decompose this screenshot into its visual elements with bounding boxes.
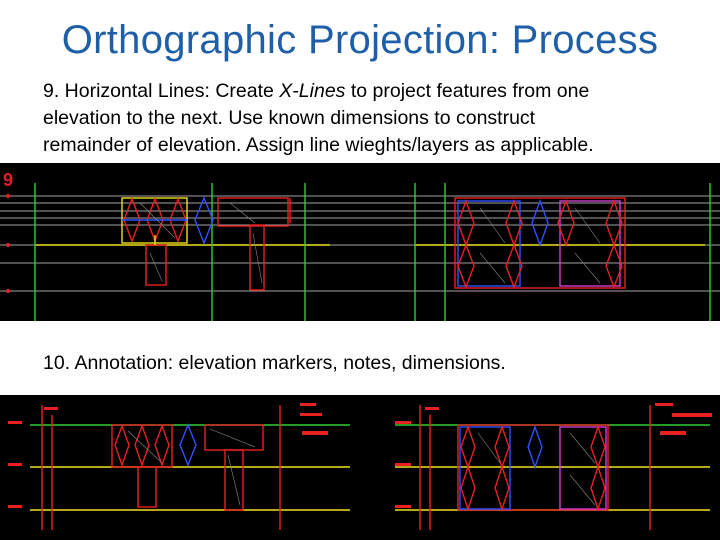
cad-drawing-step-10	[0, 395, 720, 540]
cad-annotated-elevation-drawing	[0, 395, 720, 540]
step-9-line-1	[43, 78, 703, 105]
cad-elevation-drawing	[0, 163, 720, 321]
cad-drawing-step-9	[0, 163, 720, 321]
step-9-prefix: 9. Horizontal Lines: Create	[43, 80, 280, 102]
slide-title: Orthographic Projection: Process	[61, 18, 659, 62]
step-9-italic: X-Lines	[279, 80, 346, 102]
step-9-marker: 9	[3, 170, 14, 190]
step-10-text: 10. Annotation: elevation markers, notes, dimensions.	[43, 352, 506, 374]
step-9-suffix: to project features from one	[345, 80, 590, 102]
step-9-line-3: remainder of elevation. Assign line wieghts/layers as applicable.	[43, 134, 594, 156]
step-9-text	[43, 78, 703, 159]
step-9-line-2: elevation to the next. Use known dimensions to construct	[43, 107, 536, 129]
